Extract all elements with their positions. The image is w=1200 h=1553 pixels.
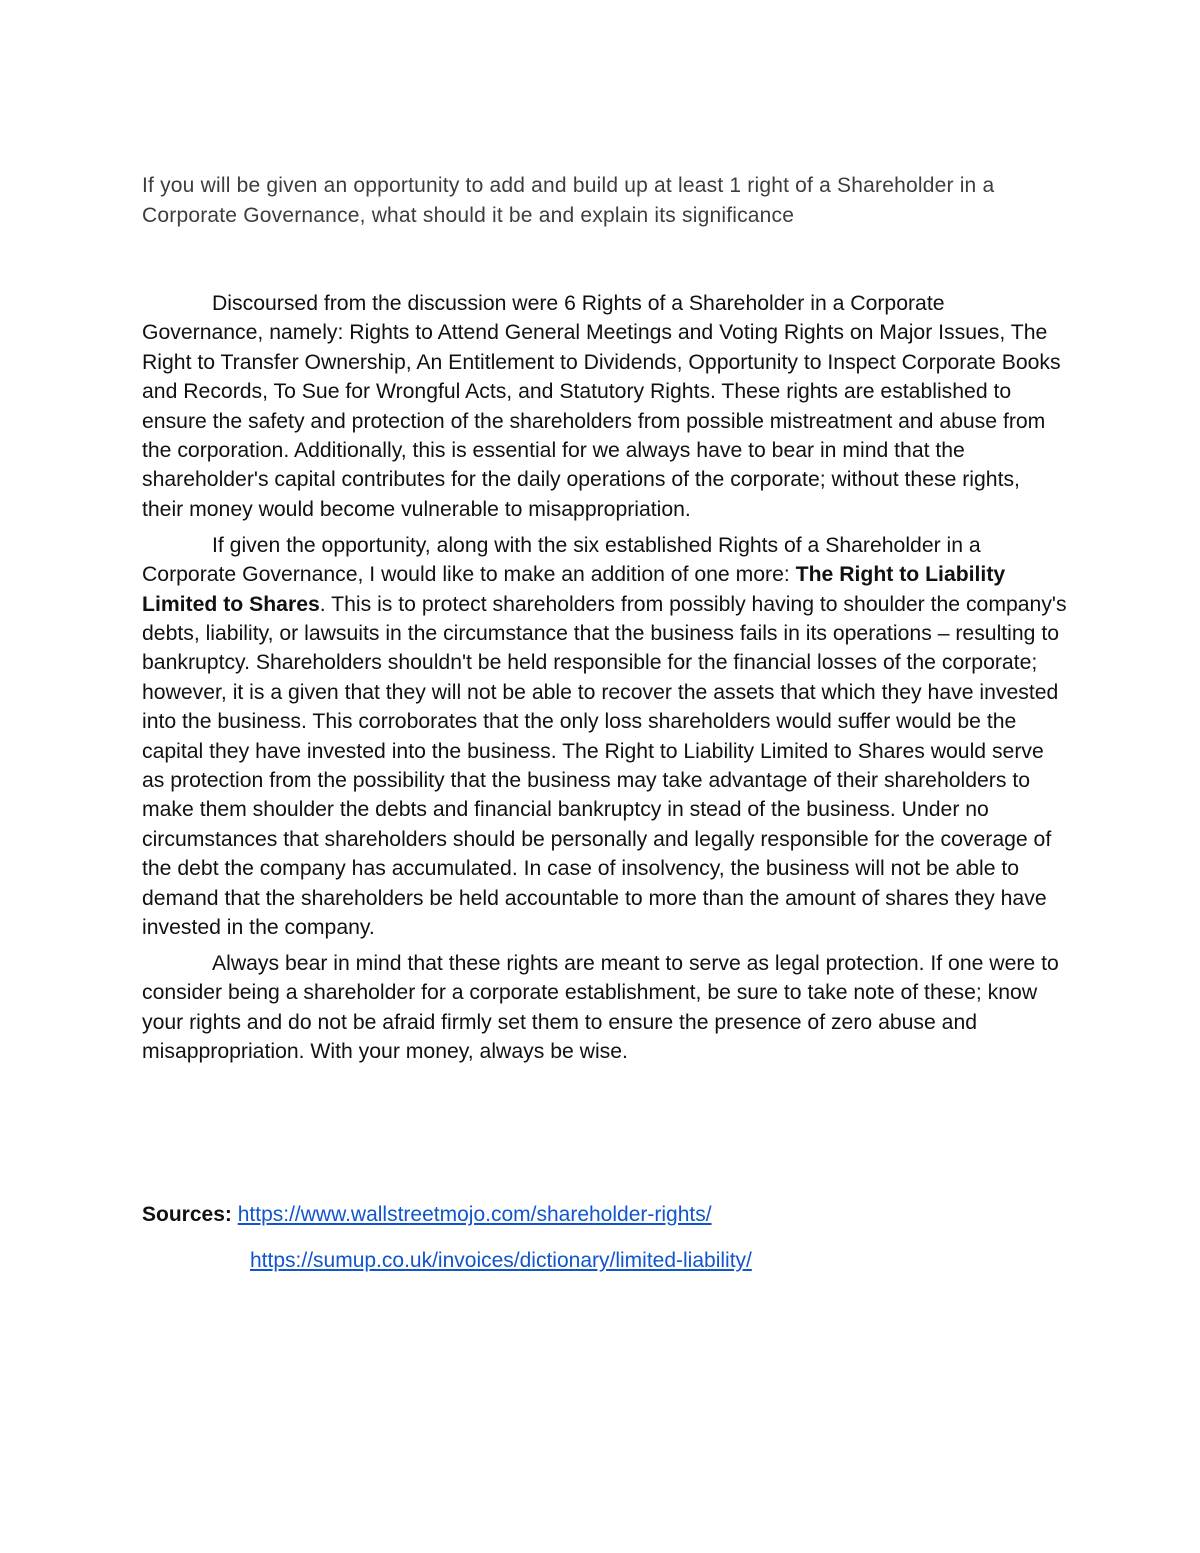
paragraph-2-body: . This is to protect shareholders from possibly having to shoulder the company's debts, liability, or lawsuits in the circumstance that the business fails in its operations – resulting to bankruptcy. Shareholders shouldn't be held responsible for the financial losses of the corporate; however, it is a given that they will not be able to recover the assets that which they have invested into the business. This corroborates that the only loss shareholders would suffer would be the capital they have invested into the business. The Right to Liability Limited to Shares would serve as protection from the possibility that the business may take advantage of their shareholders to make them shoulder the debts and financial bankruptcy in stead of the business. Under no circumstances that shareholders should be personally and legally responsible for the coverage of the debt the company has accumulated. In case of insolvency, the business will not be able to demand that the shareholders be held accountable to more than the amount of shares they have invested in the company. [142,592,1067,940]
paragraph-2-intro: If given the opportunity, along with the six established Rights of a Shareholder in a Corporate Governance, I would like to make an addition of one more: [142,533,981,587]
source-link-sumup[interactable]: https://sumup.co.uk/invoices/dictionary/limited-liability/ [250,1249,752,1272]
sources-label: Sources: [142,1203,232,1226]
paragraph-1: Discoursed from the discussion were 6 Rights of a Shareholder in a Corporate Governance, namely: Rights to Attend General Meetings and Voting Rights on Major Issues, The Right to Transfer Ownership, An Entitlement to Dividends, Opportunity to Inspect Corporate Books and Records, To Sue for Wrongful Acts, and Statutory Rights. These rights are established to ensure the safety and protection of the shareholders from possible mistreatment and abuse from the corporation. Additionally, this is essential for we always have to bear in mind that the shareholder's capital contributes for the daily operations of the corporate; without these rights, their money would become vulnerable to misappropriation. [142,292,1061,521]
question-prompt: If you will be given an opportunity to add and build up at least 1 right of a Shareholder in a Corporate Governance, what should it be and explain its significance [142,174,995,227]
proposed-right-title: The Right to Liability Limited to Shares [142,563,1006,616]
essay-body [142,289,1067,1073]
source-link-wallstreetmojo[interactable]: https://www.wallstreetmojo.com/shareholder-rights/ [237,1203,712,1226]
paragraph-2 [142,531,1067,943]
paragraph-3: Always bear in mind that these rights are meant to serve as legal protection. If one were to consider being a shareholder for a corporate establishment, be sure to take note of these; know your rights and do not be afraid firmly set them to ensure the presence of zero abuse and misappropriation. With your money, always be wise. [142,951,1059,1064]
sources-section [142,1200,1082,1272]
source-line-2 [250,1246,752,1275]
